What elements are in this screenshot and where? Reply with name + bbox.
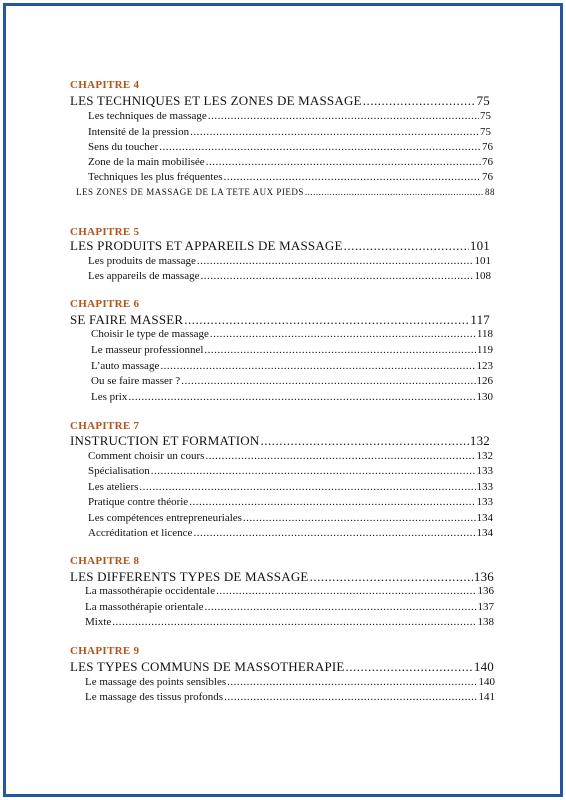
entry-label: Les produits de massage (88, 255, 196, 267)
page-number: 138 (477, 616, 494, 628)
leader-dots (205, 450, 475, 462)
page-number: 132 (476, 450, 493, 462)
leader-dots (184, 312, 469, 328)
toc-section-entry[interactable] (76, 187, 495, 197)
entry-label: Le massage des points sensibles (85, 676, 227, 688)
leader-dots (128, 391, 475, 403)
entry-label: Pratique contre théorie (88, 496, 189, 508)
page-number: 133 (476, 465, 493, 477)
page-number: 101 (474, 255, 491, 267)
chapter-title: LES TYPES COMMUNS DE MASSOTHERAPIE (70, 659, 345, 674)
entry-label: Les prix (91, 391, 128, 403)
entry-label: Ou se faire masser ? (91, 375, 181, 387)
chapter-title: SE FAIRE MASSER (70, 312, 184, 327)
page-number: 134 (476, 512, 493, 524)
leader-dots (260, 433, 468, 449)
page-number: 101 (469, 238, 490, 253)
leader-dots (151, 465, 476, 477)
toc-entry[interactable] (88, 481, 493, 493)
toc-entry[interactable] (85, 601, 494, 613)
page-number: 118 (476, 328, 493, 340)
chapter-title: LES DIFFERENTS TYPES DE MASSAGE (70, 569, 309, 584)
leader-dots (205, 601, 477, 613)
page-number: 75 (480, 110, 491, 122)
page-number: 130 (476, 391, 493, 403)
entry-label: Choisir le type de massage (91, 328, 209, 340)
entry-label: Le massage des tissus profonds (85, 691, 224, 703)
entry-label: La massothérapie orientale (85, 601, 204, 613)
leader-dots (189, 496, 475, 508)
page-number: 126 (476, 375, 493, 387)
page-number: 134 (476, 527, 493, 539)
leader-dots (139, 481, 475, 493)
entry-label: Spécialisation (88, 465, 150, 477)
page-number: 132 (469, 433, 490, 448)
toc-entry[interactable] (85, 616, 494, 628)
toc-entry[interactable] (85, 585, 494, 597)
leader-dots (310, 569, 473, 585)
entry-label: La massothérapie occidentale (85, 585, 216, 597)
leader-dots (227, 676, 477, 688)
chapter-label: CHAPITRE 5 (70, 226, 140, 238)
entry-label: Techniques les plus fréquentes (88, 171, 223, 183)
toc-entry[interactable] (91, 328, 493, 340)
chapter-label: CHAPITRE 9 (70, 645, 140, 657)
chapter-label: CHAPITRE 4 (70, 79, 140, 91)
chapter-title: LES TECHNIQUES ET LES ZONES DE MASSAGE (70, 93, 362, 108)
toc-entry[interactable] (88, 450, 493, 462)
entry-label: Intensité de la pression (88, 126, 190, 138)
leader-dots (346, 659, 473, 675)
toc-entry[interactable] (88, 171, 493, 183)
entry-label: Accréditation et licence (88, 527, 193, 539)
toc-entry[interactable] (88, 527, 493, 539)
toc-entry[interactable] (88, 512, 493, 524)
chapter-title-row[interactable] (70, 93, 490, 109)
chapter-label: CHAPITRE 6 (70, 298, 140, 310)
page-number: 140 (473, 659, 494, 674)
toc-entry[interactable] (91, 344, 493, 356)
leader-dots (200, 270, 473, 282)
leader-dots (305, 187, 484, 197)
entry-label: Le masseur professionnel (91, 344, 204, 356)
leader-dots (159, 141, 481, 153)
leader-dots (363, 93, 476, 109)
leader-dots (216, 585, 476, 597)
leader-dots (224, 171, 481, 183)
toc-entry[interactable] (91, 391, 493, 403)
toc-entry[interactable] (85, 676, 495, 688)
entry-label: L’auto massage (91, 360, 160, 372)
toc-entry[interactable] (88, 270, 491, 282)
entry-label: Mixte (85, 616, 112, 628)
leader-dots (204, 344, 475, 356)
page-number: 76 (482, 156, 493, 168)
page-number: 88 (485, 187, 495, 197)
page-number: 76 (482, 141, 493, 153)
leader-dots (112, 616, 476, 628)
page-number: 123 (476, 360, 493, 372)
page-number: 76 (482, 171, 493, 183)
page-number: 75 (476, 93, 490, 108)
leader-dots (193, 527, 475, 539)
leader-dots (197, 255, 474, 267)
toc-entry[interactable] (88, 255, 491, 267)
chapter-title: INSTRUCTION ET FORMATION (70, 433, 260, 448)
entry-label: Les appareils de massage (88, 270, 200, 282)
entry-label: LES ZONES DE MASSAGE DE LA TETE AUX PIEDS (76, 187, 304, 197)
page-number: 140 (478, 676, 495, 688)
entry-label: Les ateliers (88, 481, 139, 493)
toc-entry[interactable] (88, 465, 493, 477)
chapter-title-row[interactable] (70, 312, 490, 328)
leader-dots (160, 360, 475, 372)
chapter-title-row[interactable] (70, 433, 490, 449)
leader-dots (344, 238, 469, 254)
page-number: 136 (473, 569, 494, 584)
entry-label: Les techniques de massage (88, 110, 207, 122)
toc-entry[interactable] (91, 375, 493, 387)
entry-label: Comment choisir un cours (88, 450, 205, 462)
page-number: 133 (476, 481, 493, 493)
toc-entry[interactable] (91, 360, 493, 372)
chapter-title-row[interactable] (70, 569, 494, 585)
leader-dots (224, 691, 477, 703)
toc-entry[interactable] (88, 156, 493, 168)
leader-dots (210, 328, 476, 340)
page-number: 75 (480, 126, 491, 138)
page-number: 108 (474, 270, 491, 282)
leader-dots (243, 512, 476, 524)
leader-dots (181, 375, 475, 387)
toc-entry[interactable] (88, 110, 491, 122)
leader-dots (190, 126, 479, 138)
entry-label: Zone de la main mobilisée (88, 156, 205, 168)
chapter-label: CHAPITRE 8 (70, 555, 140, 567)
leader-dots (208, 110, 479, 122)
toc-entry[interactable] (88, 126, 491, 138)
page-number: 141 (478, 691, 495, 703)
page-number: 137 (477, 601, 494, 613)
chapter-title-row[interactable] (70, 238, 490, 254)
toc-entry[interactable] (85, 691, 495, 703)
toc-entry[interactable] (88, 496, 493, 508)
chapter-title-row[interactable] (70, 659, 494, 675)
entry-label: Sens du toucher (88, 141, 159, 153)
leader-dots (206, 156, 481, 168)
page-number: 119 (476, 344, 493, 356)
page-number: 133 (476, 496, 493, 508)
chapter-title: LES PRODUITS ET APPAREILS DE MASSAGE (70, 238, 343, 253)
chapter-label: CHAPITRE 7 (70, 420, 140, 432)
page-number: 136 (477, 585, 494, 597)
entry-label: Les compétences entrepreneuriales (88, 512, 242, 524)
toc-entry[interactable] (88, 141, 493, 153)
page-number: 117 (470, 312, 490, 327)
